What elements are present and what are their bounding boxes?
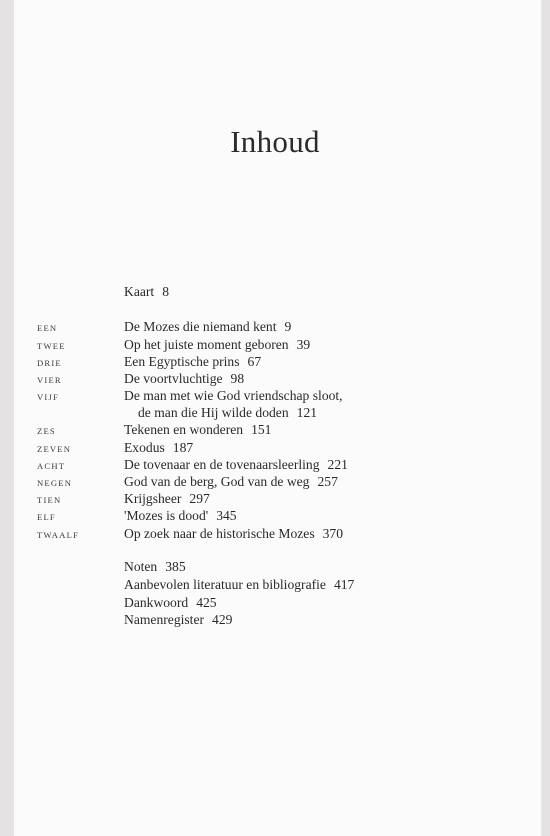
chapter-number: TIEN xyxy=(37,495,62,505)
chapter-page: 67 xyxy=(247,354,262,369)
entry-page: 385 xyxy=(165,559,186,574)
chapter-number: VIER xyxy=(37,375,62,385)
entry-title: Kaart xyxy=(124,284,155,299)
chapter-page: 297 xyxy=(189,491,210,506)
chapter-title: Tekenen en wonderen xyxy=(124,422,244,437)
chapter-title: Op zoek naar de historische Mozes xyxy=(124,526,315,541)
chapter-title: Een Egyptische prins xyxy=(124,354,240,369)
entry-page: 429 xyxy=(212,612,233,627)
entry-title: Noten xyxy=(124,559,158,574)
chapter-title: De tovenaar en de tovenaarsleerling xyxy=(124,457,320,472)
chapter-title: De man met wie God vriendschap sloot, xyxy=(124,388,343,403)
chapter-page: 257 xyxy=(317,474,338,489)
chapter-title: De Mozes die niemand kent xyxy=(124,319,277,334)
chapter-number: EEN xyxy=(37,323,58,333)
chapter-page: 98 xyxy=(230,371,245,386)
chapter-number: ACHT xyxy=(37,461,66,471)
chapter-title: De voortvluchtige xyxy=(124,371,223,386)
entry-page: 417 xyxy=(333,577,355,592)
chapter-page: 187 xyxy=(172,440,194,455)
chapter-number: ELF xyxy=(37,512,56,522)
entry-title: Namenregister xyxy=(124,612,205,627)
entry-page: 8 xyxy=(162,284,169,299)
chapter-page: 221 xyxy=(327,457,348,472)
entry-title: Dankwoord xyxy=(124,595,189,610)
entry-page: 425 xyxy=(196,595,217,610)
chapter-page: 370 xyxy=(322,526,344,541)
page-title: Inhoud xyxy=(230,124,320,159)
chapter-title: 'Mozes is dood' xyxy=(124,508,209,523)
chapter-page: 121 xyxy=(296,405,318,420)
chapter-number: TWAALF xyxy=(37,530,80,540)
chapter-title: Krijgsheer xyxy=(124,491,182,506)
entry-title: Aanbevolen literatuur en bibliografie xyxy=(124,577,326,592)
chapter-number: TWEE xyxy=(37,341,66,351)
chapter-number: ZES xyxy=(37,426,56,436)
chapter-number: VIJF xyxy=(37,392,59,402)
chapter-number: DRIE xyxy=(37,358,62,368)
chapter-page: 151 xyxy=(251,422,272,437)
chapter-title: Op het juiste moment geboren xyxy=(124,337,289,352)
chapter-page: 39 xyxy=(296,337,311,352)
chapter-title: Exodus xyxy=(124,440,165,455)
chapter-title: God van de berg, God van de weg xyxy=(124,474,310,489)
chapter-title-line2: de man die Hij wilde doden xyxy=(138,405,289,420)
chapter-page: 345 xyxy=(216,508,237,523)
chapter-number: ZEVEN xyxy=(37,444,72,454)
chapter-number: NEGEN xyxy=(37,478,73,488)
chapter-page: 9 xyxy=(284,319,292,334)
